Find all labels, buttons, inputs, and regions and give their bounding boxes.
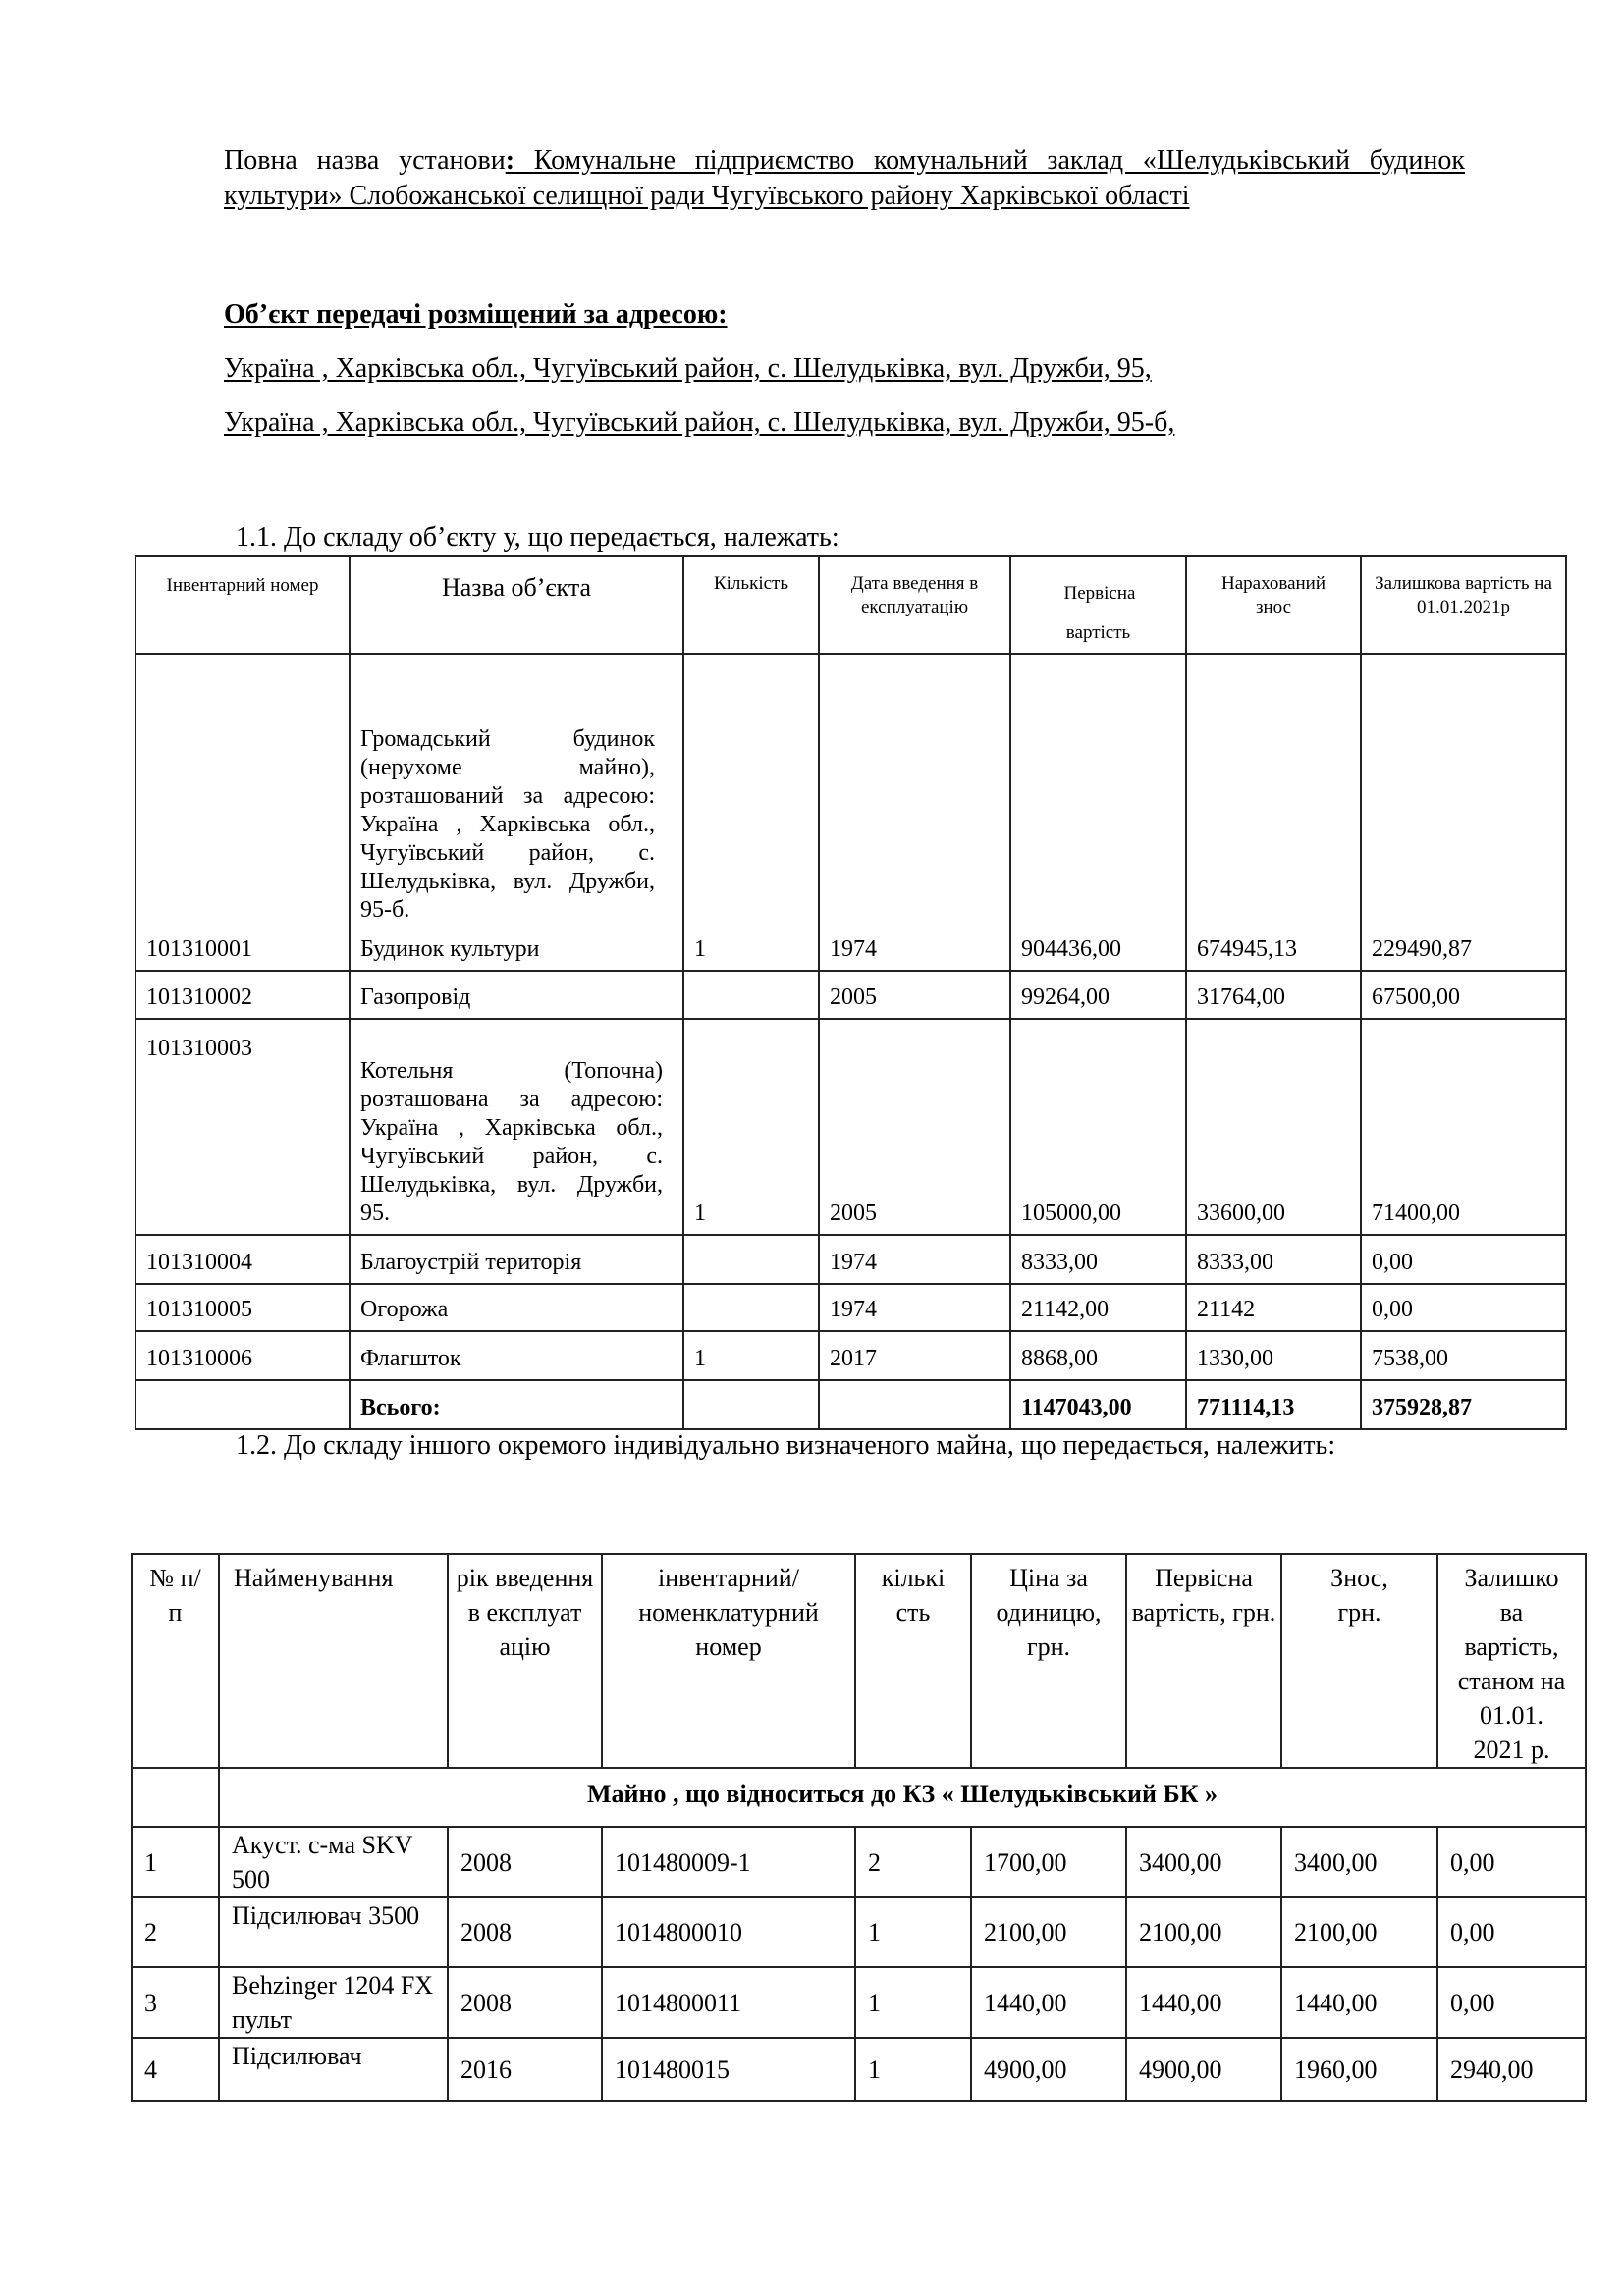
total-depreciation: 771114,13 [1186, 1380, 1361, 1429]
cell-number: 3 [132, 1967, 219, 2038]
cell-name: Флагшток [350, 1331, 683, 1380]
cell-name: Підсилювач [219, 2038, 448, 2101]
cell-empty [135, 1380, 350, 1429]
cell-date: 1974 [819, 654, 1010, 971]
cell-qty [683, 1284, 819, 1331]
col-wear: Знос, грн. [1281, 1554, 1437, 1768]
cell-inv: 1014800011 [602, 1967, 855, 2038]
cell-depreciation: 33600,00 [1186, 1019, 1361, 1235]
cell-date: 2005 [819, 1019, 1010, 1235]
cell-year: 2016 [448, 2038, 602, 2101]
cell-depreciation: 674945,13 [1186, 654, 1361, 971]
cell-number: 1 [132, 1827, 219, 1897]
col-inventory-number: інвентарний/ номенклатурний номер [602, 1554, 855, 1768]
cell-wear: 2100,00 [1281, 1897, 1437, 1967]
cell-name: Огорожа [350, 1284, 683, 1331]
col-initial-cost [1010, 556, 1186, 654]
cell-name: Газопровід [350, 971, 683, 1019]
group-label: Майно , що відноситься до КЗ « Шелудьківський БК » [219, 1768, 1586, 1827]
cell-residual: 0,00 [1437, 1897, 1586, 1967]
table-row [135, 1331, 1566, 1380]
total-initial: 1147043,00 [1010, 1380, 1186, 1429]
cell-inv: 1014800010 [602, 1897, 855, 1967]
cell-inv: 101480015 [602, 2038, 855, 2101]
cell-name: Благоустрій територія [350, 1235, 683, 1284]
cell-residual: 2940,00 [1437, 2038, 1586, 2101]
cell-qty [683, 971, 819, 1019]
table-row [132, 2038, 1586, 2101]
cell-initial: 21142,00 [1010, 1284, 1186, 1331]
institution-label: Повна назва установи [224, 145, 506, 176]
individual-property-table [131, 1553, 1587, 2102]
cell-description: Громадський будинок (нерухоме майно), розташований за адресою: Україна , Харківська обл., Чугуївський район, с. Шелудьківка, вул. Дружби, 95-б. [360, 726, 655, 923]
col-number: № п/п [132, 1554, 219, 1768]
location-heading: Об’єкт передачі розміщений за адресою: [224, 299, 728, 330]
cell-residual: 0,00 [1437, 1827, 1586, 1897]
cell-initial: 99264,00 [1010, 971, 1186, 1019]
cell-qty: 1 [855, 1897, 971, 1967]
cell-depreciation: 21142 [1186, 1284, 1361, 1331]
cell-qty [683, 1235, 819, 1284]
cell-qty: 1 [683, 654, 819, 971]
col-accrued-depreciation: Нарахований знос [1186, 556, 1361, 654]
cell-initial: 8868,00 [1010, 1331, 1186, 1380]
col-residual: Залишко ва вартість, станом на 01.01. 2021 р. [1437, 1554, 1586, 1768]
fixed-assets-table [135, 555, 1567, 1430]
cell-initial: 4900,00 [1126, 2038, 1281, 2101]
cell-name [350, 654, 683, 971]
cell-number: 4 [132, 2038, 219, 2101]
cell-qty: 1 [855, 1967, 971, 2038]
cell-date: 1974 [819, 1235, 1010, 1284]
cell-inv: 101310002 [135, 971, 350, 1019]
cell-initial: 1440,00 [1126, 1967, 1281, 2038]
table-total-row [135, 1380, 1566, 1429]
table-header-row [132, 1554, 1586, 1768]
cell-empty [819, 1380, 1010, 1429]
cell-qty: 1 [683, 1019, 819, 1235]
cell-inv: 101310005 [135, 1284, 350, 1331]
cell-date: 2017 [819, 1331, 1010, 1380]
col-initial-cost-label: Первісна вартість [1063, 583, 1136, 643]
cell-year: 2008 [448, 1827, 602, 1897]
location-address-1: Україна , Харківська обл., Чугуївський район, с. Шелудьківка, вул. Дружби, 95, [224, 353, 1152, 384]
institution-name [224, 143, 1465, 214]
cell-initial: 2100,00 [1126, 1897, 1281, 1967]
cell-number: 2 [132, 1897, 219, 1967]
cell-name: Котельня (Топочна) розташована за адресою: Україна , Харківська обл., Чугуївський район, с. Шелудьківка, вул. Дружби, 95. [350, 1019, 683, 1235]
cell-price: 4900,00 [971, 2038, 1126, 2101]
col-quantity: Кількість [683, 556, 819, 654]
cell-inv: 101310001 [135, 654, 350, 971]
cell-price: 2100,00 [971, 1897, 1126, 1967]
col-initial-cost: Первісна вартість, грн. [1126, 1554, 1281, 1768]
cell-name: Підсилювач 3500 [219, 1897, 448, 1967]
institution-colon: : [505, 145, 515, 176]
cell-wear: 1960,00 [1281, 2038, 1437, 2101]
col-inventory-number: Інвентарний номер [135, 556, 350, 654]
cell-residual: 7538,00 [1361, 1331, 1566, 1380]
total-label: Всього: [350, 1380, 683, 1429]
table-row [132, 1897, 1586, 1967]
total-residual: 375928,87 [1361, 1380, 1566, 1429]
cell-depreciation: 8333,00 [1186, 1235, 1361, 1284]
cell-qty: 2 [855, 1827, 971, 1897]
cell-year: 2008 [448, 1967, 602, 2038]
cell-residual: 67500,00 [1361, 971, 1566, 1019]
col-quantity: кількі сть [855, 1554, 971, 1768]
cell-empty [683, 1380, 819, 1429]
cell-inv: 101310003 [135, 1019, 350, 1235]
cell-initial: 8333,00 [1010, 1235, 1186, 1284]
institution-value: Комунальне підприємство комунальний заклад «Шелудьківський будинок культури» Слобожанської селищної ради Чугуївського району Харківської області [224, 145, 1465, 211]
table-row [135, 1284, 1566, 1331]
cell-inv: 101310004 [135, 1235, 350, 1284]
cell-date: 1974 [819, 1284, 1010, 1331]
cell-residual: 0,00 [1361, 1284, 1566, 1331]
col-object-name: Назва об’єкта [350, 556, 683, 654]
cell-name: Акуст. с-ма SKV 500 [219, 1827, 448, 1897]
col-unit-price: Ціна за одиницю, грн. [971, 1554, 1126, 1768]
table-row [132, 1967, 1586, 2038]
table-row [135, 1235, 1566, 1284]
col-name: Найменування [219, 1554, 448, 1768]
table-row [132, 1827, 1586, 1897]
cell-residual: 0,00 [1361, 1235, 1566, 1284]
table-header-row [135, 556, 1566, 654]
table-row [135, 654, 1566, 971]
cell-depreciation: 1330,00 [1186, 1331, 1361, 1380]
location-address-2: Україна , Харківська обл., Чугуївський район, с. Шелудьківка, вул. Дружби, 95-б, [224, 407, 1175, 438]
section-1-2-title: 1.2. До складу іншого окремого індивідуально визначеного майна, що передається, належить: [236, 1430, 1336, 1461]
cell-date: 2005 [819, 971, 1010, 1019]
cell-price: 1700,00 [971, 1827, 1126, 1897]
cell-name: Behzinger 1204 FX пульт [219, 1967, 448, 2038]
cell-residual: 71400,00 [1361, 1019, 1566, 1235]
cell-initial: 904436,00 [1010, 654, 1186, 971]
cell-price: 1440,00 [971, 1967, 1126, 2038]
col-commission-date: Дата введення в експлуатацію [819, 556, 1010, 654]
cell-residual: 0,00 [1437, 1967, 1586, 2038]
cell-inv: 101310006 [135, 1331, 350, 1380]
table-row [135, 1019, 1566, 1235]
cell-initial: 3400,00 [1126, 1827, 1281, 1897]
table-group-row [132, 1768, 1586, 1827]
table-row [135, 971, 1566, 1019]
cell-qty: 1 [683, 1331, 819, 1380]
cell-inv: 101480009-1 [602, 1827, 855, 1897]
cell-wear: 3400,00 [1281, 1827, 1437, 1897]
cell-residual: 229490,87 [1361, 654, 1566, 971]
cell-wear: 1440,00 [1281, 1967, 1437, 2038]
cell-qty: 1 [855, 2038, 971, 2101]
cell-name-text: Будинок культури [360, 936, 540, 962]
col-year: рік введення в експлуат ацію [448, 1554, 602, 1768]
section-1-1-title: 1.1. До складу об’єкту у, що передається, належать: [236, 522, 839, 553]
cell-empty [132, 1768, 219, 1827]
cell-year: 2008 [448, 1897, 602, 1967]
col-residual-value: Залишкова вартість на 01.01.2021р [1361, 556, 1566, 654]
cell-depreciation: 31764,00 [1186, 971, 1361, 1019]
cell-initial: 105000,00 [1010, 1019, 1186, 1235]
